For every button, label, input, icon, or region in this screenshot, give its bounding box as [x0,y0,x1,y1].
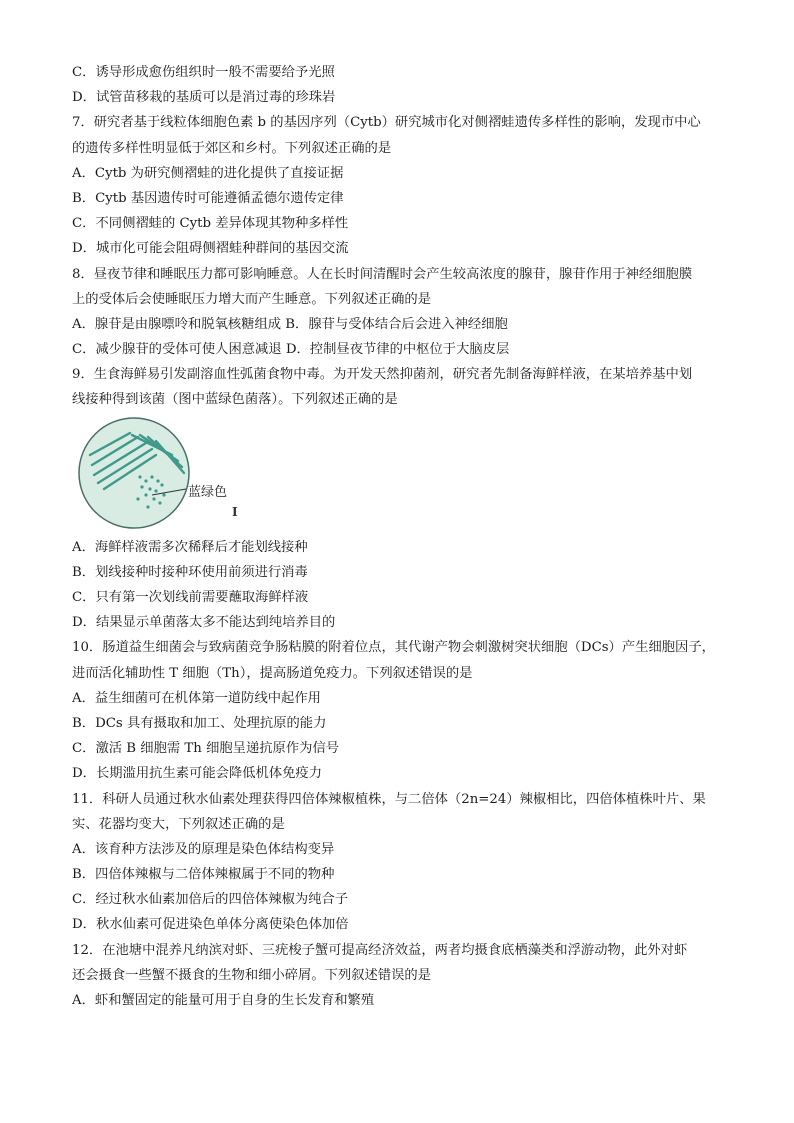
q7-stem-line-2: 的遗传多样性明显低于郊区和乡村。下列叙述正确的是 [72,140,392,156]
q11-stem-line-1: 11．科研人员通过秋水仙素处理获得四倍体辣椒植株，与二倍体（2n=24）辣椒相比，四倍体植株叶片、果 [72,791,706,807]
q8-options-ab: A．腺苷是由腺嘌呤和脱氧核糖组成 B．腺苷与受体结合后会进入神经细胞 [72,316,508,332]
q11-option-b: B．四倍体辣椒与二倍体辣椒属于不同的物种 [72,867,335,883]
q9-option-d: D．结果显示单菌落太多不能达到纯培养目的 [72,615,336,631]
question-10 [72,635,722,786]
q9-stem-line-1: 9．生食海鲜易引发副溶血性弧菌食物中毒。为开发天然抑菌剂，研究者先制备海鲜样液，在某培养基中划 [72,367,693,383]
q11-option-a: A．该育种方法涉及的原理是染色体结构变异 [72,841,335,857]
petri-dish-figure [72,415,722,535]
q7-stem-line-1: 7．研究者基于线粒体细胞色素 b 的基因序列（Cytb）研究城市化对侧褶蛙遗传多样性的影响，发现市中心 [72,115,701,131]
q10-option-d: D．长期滥用抗生素可能会降低机体免疫力 [72,766,323,782]
q10-option-c: C．激活 B 细胞需 Th 细胞呈递抗原作为信号 [72,741,340,757]
question-8 [72,262,722,363]
q7-option-a: A．Cytb 为研究侧褶蛙的进化提供了直接证据 [72,165,344,181]
q10-option-b: B．DCs 具有摄取和加工、处理抗原的能力 [72,715,327,731]
q6-option-c: C．诱导形成愈伤组织时一般不需要给予光照 [72,65,335,80]
q8-stem-line-1: 8．昼夜节律和睡眠压力都可影响睡意。人在长时间清醒时会产生较高浓度的腺苷，腺苷作用于神经细胞膜 [72,266,693,282]
q11-option-c: C．经过秋水仙素加倍后的四倍体辣椒为纯合子 [72,892,349,908]
q10-option-a: A．益生细菌可在机体第一道防线中起作用 [72,690,321,706]
q9-stem-line-2: 线接种得到该菌（图中蓝绿色菌落）。下列叙述正确的是 [72,392,398,408]
question-9 [72,362,722,635]
q7-option-b: B．Cytb 基因遗传时可能遵循孟德尔遗传定律 [72,190,344,206]
q12-stem-line-2: 还会摄食一些蟹不摄食的生物和细小碎屑。下列叙述错误的是 [72,967,432,983]
q9-option-a: A．海鲜样液需多次稀释后才能划线接种 [72,539,308,555]
figure-label-blue-green: 蓝绿色 [188,484,228,500]
exam-page [72,60,722,1013]
q12-stem-line-1: 12．在池塘中混养凡纳滨对虾、三疣梭子蟹可提高经济效益，两者均摄食底栖藻类和浮游动物，此外对虾 [72,942,688,958]
question-12 [72,938,722,1014]
question-7 [72,110,722,261]
q7-option-c: C．不同侧褶蛙的 Cytb 差异体现其物种多样性 [72,216,349,232]
q10-stem-line-1: 10．肠道益生细菌会与致病菌竞争肠粘膜的附着位点，其代谢产物会刺激树突状细胞（DCs）产生细胞因子， [72,640,715,656]
q9-option-c: C．只有第一次划线前需要蘸取海鲜样液 [72,590,309,605]
q7-option-d: D．城市化可能会阻碍侧褶蛙种群间的基因交流 [72,241,349,257]
q11-stem-line-2: 实、花器均变大，下列叙述正确的是 [72,816,285,832]
q8-stem-line-2: 上的受体后会使睡眠压力增大而产生睡意。下列叙述正确的是 [72,291,432,307]
q6-option-d: D．试管苗移栽的基质可以是消过毒的珍珠岩 [72,90,336,106]
q11-option-d: D．秋水仙素可促进染色单体分离使染色体加倍 [72,917,349,933]
q9-option-b: B．划线接种时接种环使用前须进行消毒 [72,564,308,580]
petri-dish-illustration [72,415,252,535]
q12-option-a: A．虾和蟹固定的能量可用于自身的生长发育和繁殖 [72,993,375,1008]
figure-mark: I [232,504,238,519]
q10-stem-line-2: 进而活化辅助性 T 细胞（Th），提高肠道免疫力。下列叙述错误的是 [72,665,473,681]
question-6-tail [72,60,722,110]
question-11 [72,787,722,938]
q8-options-cd: C．减少腺苷的受体可使人困意减退 D．控制昼夜节律的中枢位于大脑皮层 [72,342,510,358]
